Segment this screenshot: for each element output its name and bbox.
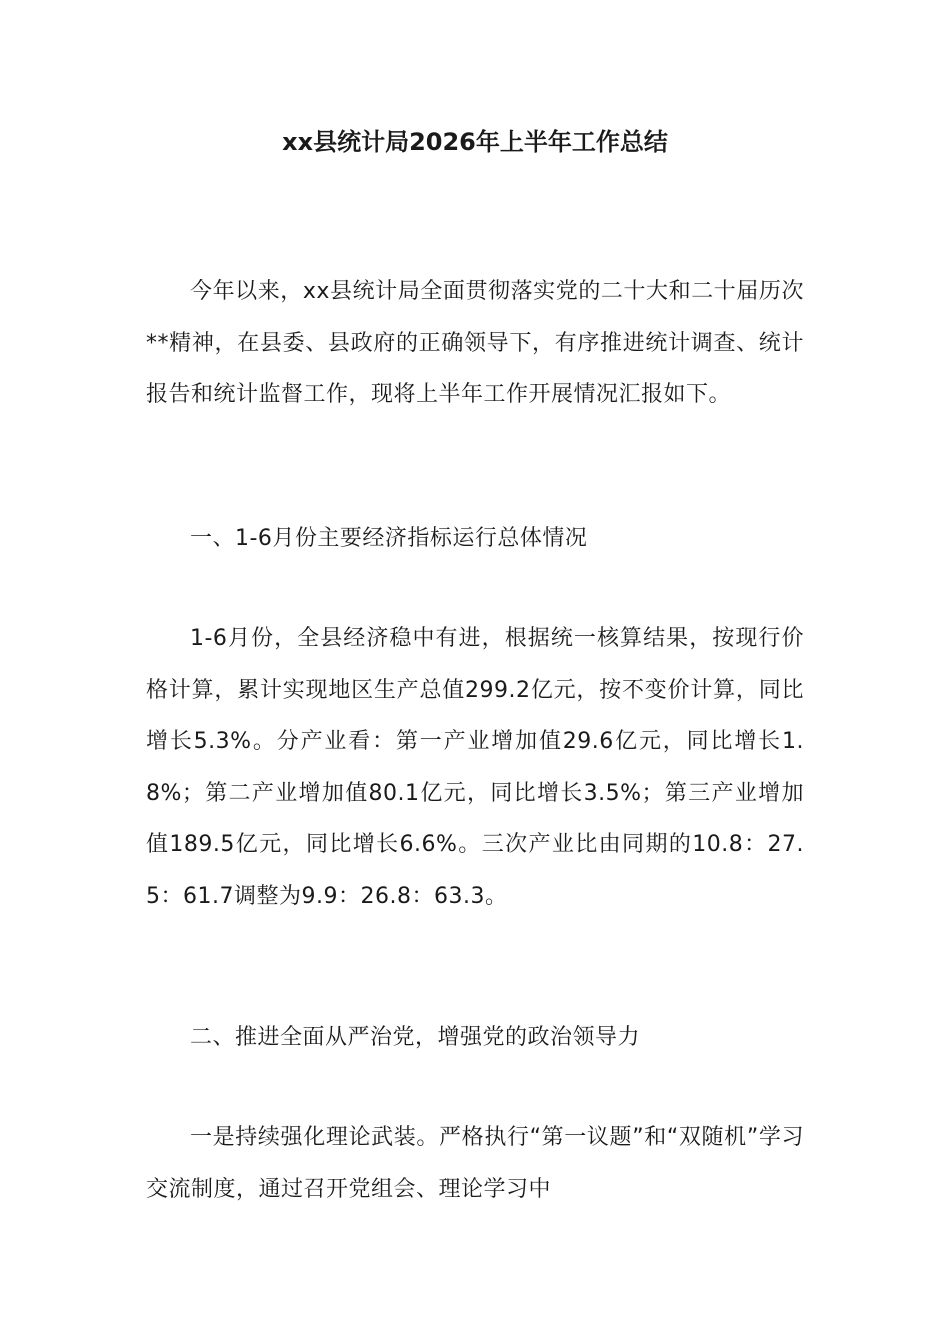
section-heading-1: 一、1-6月份主要经济指标运行总体情况 — [190, 526, 588, 551]
section-heading-2: 二、推进全面从严治党，增强党的政治领导力 — [190, 1025, 641, 1050]
intro-paragraph: 今年以来，xx县统计局全面贯彻落实党的二十大和二十届历次**精神，在县委、县政府的正确领导下，有序推进统计调查、统计报告和统计监督工作，现将上半年工作开展情况汇报如下。 — [146, 279, 804, 407]
document-title: xx县统计局2026年上半年工作总结 — [282, 128, 668, 156]
section-1-paragraph: 1-6月份，全县经济稳中有进，根据统一核算结果，按现行价格计算，累计实现地区生产总值299.2亿元，按不变价计算，同比增长5.3%。分产业看：第一产业增加值29.6亿元，同比增长1.8%；第二产业增加值80.1亿元，同比增长3.5%；第三产业增加值189.5亿元，同比增长6.6%。三次产业比由同期的10.8：27.5：61.7调整为9.9：26.8：63.3。 — [146, 626, 804, 909]
section-2-paragraph: 一是持续强化理论武装。严格执行“第一议题”和“双随机”学习交流制度，通过召开党组会、理论学习中 — [146, 1125, 804, 1202]
